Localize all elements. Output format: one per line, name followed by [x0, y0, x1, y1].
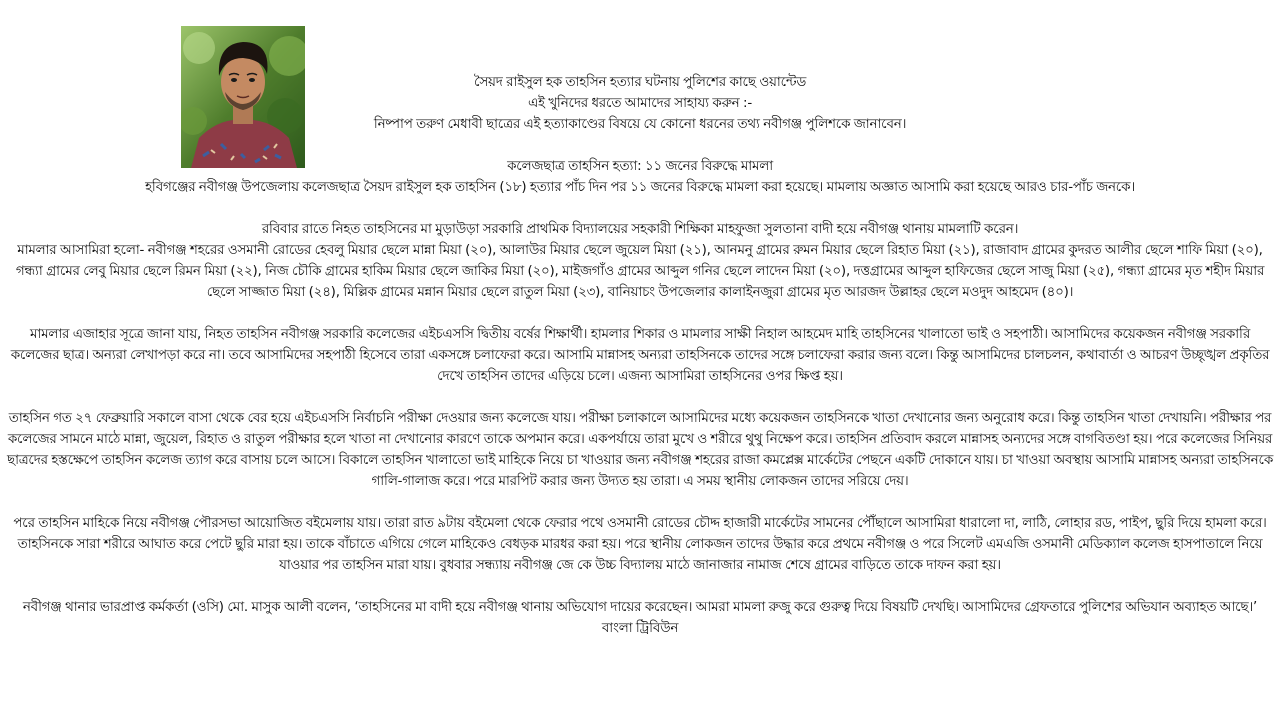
article-intro: হবিগঞ্জের নবীগঞ্জ উপজেলায় কলেজছাত্র সৈয়দ রাইসুল হক তাহসিন (১৮) হত্যার পাঁচ দিন পর ১১ জনের বিরুদ্ধে মামলা করা হয়েছে। মামলায় অজ্ঞাত আসামি করা হয়েছে আরও চার-পাঁচ জনকে। — [145, 180, 1135, 195]
article-paragraph-3: মামলার এজাহার সূত্রে জানা যায়, নিহত তাহসিন নবীগঞ্জ সরকারি কলেজের এইচএসসি দ্বিতীয় বর্ষের শিক্ষার্থী। হামলার শিকার ও মামলার সাক্ষী নিহাল আহমেদ মাহি তাহসিনের খালাতো ভাই ও সহপাঠী। আসামিদের কয়েকজন নবীগঞ্জ সরকারি কলেজের ছাত্র। অন্যরা লেখাপড়া করে না। তবে আসামিদের সহপাঠী হিসেবে তারা একসঙ্গে চলাফেরা করে। আসামি মান্নাসহ অন্যরা তাহসিনকে তাদের সঙ্গে চলাফেরা করার জন্য বলে। কিন্তু আসামিদের চালচলন, কথাবার্তা ও আচরণ উচ্ছৃঙ্খল প্রকৃতির দেখে তাহসিন তাদের এড়িয়ে চলে। এজন্য আসামিরা তাহসিনের ওপর ক্ষিপ্ত হয়। — [10, 327, 1270, 384]
header-line-3: নিষ্পাপ তরুণ মেধাবী ছাত্রের এই হত্যাকাণ্ডের বিষয়ে যে কোনো ধরনের তথ্য নবীগঞ্জ পুলিশকে জানাবেন। — [373, 117, 907, 132]
article-headline: কলেজছাত্র তাহসিন হত্যা: ১১ জনের বিরুদ্ধে মামলা — [507, 159, 773, 174]
header-line-2: এই খুনিদের ধরতে আমাদের সাহায্য করুন :- — [528, 96, 752, 111]
article-paragraph-2: মামলার আসামিরা হলো- নবীগঞ্জ শহরের ওসমানী রোডের হেবলু মিয়ার ছেলে মান্না মিয়া (২০), আলাউর মিয়ার ছেলে জুয়েল মিয়া (২১), আনমনু গ্রামের রুমন মিয়ার ছেলে রিহাত মিয়া (২১), রাজাবাদ গ্রামের কুদরত আলীর ছেলে শাফি মিয়া (২০), গন্ধ্যা গ্রামের লেবু মিয়ার ছেলে রিমন মিয়া (২২), নিজ চৌকি গ্রামের হাকিম মিয়ার ছেলে জাকির মিয়া (২০), মাইজগাঁও গ্রামের আব্দুল গনির ছেলে লাদেন মিয়া (২০), দত্তগ্রামের আব্দুল হাফিজের ছেলে সাজু মিয়া (২৫), গন্ধ্যা গ্রামের মৃত শহীদ মিয়ার ছেলে সাজ্জাত মিয়া (২৪), মিল্লিক গ্রামের মন্নান মিয়ার ছেলে রাতুল মিয়া (২৩), বানিয়াচং উপজেলার কালাইনজুরা গ্রামের মৃত আরজদ উল্লাহর ছেলে মওদুদ আহমেদ (৪০)। — [15, 243, 1265, 300]
article-source: বাংলা ট্রিবিউন — [601, 621, 679, 636]
spacer — [0, 303, 1280, 324]
spacer — [0, 387, 1280, 408]
article-paragraph-1: রবিবার রাতে নিহত তাহসিনের মা মুড়াউড়া সরকারি প্রাথমিক বিদ্যালয়ের সহকারী শিক্ষিকা মাহফুজা সুলতানা বাদী হয়ে নবীগঞ্জ থানায় মামলাটি করেন। — [261, 222, 1019, 237]
spacer — [0, 198, 1280, 219]
spacer — [0, 576, 1280, 597]
article-paragraph-5: পরে তাহসিন মাহিকে নিয়ে নবীগঞ্জ পৌরসভা আয়োজিত বইমেলায় যায়। তারা রাত ৯টায় বইমেলা থেকে ফেরার পথে ওসমানী রোডের চৌদ্দ হাজারী মার্কেটের সামনের পৌঁছালে আসামিরা ধারালো দা, লাঠি, লোহার রড, পাইপ, ছুরি দিয়ে হামলা করে। তাহসিনকে সারা শরীরে আঘাত করে পেটে ছুরি মারা হয়। তাকে বাঁচাতে এগিয়ে গেলে মাহিকেও বেধড়ক মারধর করা হয়। পরে স্থানীয় লোকজন তাদের উদ্ধার করে প্রথমে নবীগঞ্জ ও পরে সিলেট এমএজি ওসমানী মেডিক্যাল কলেজ হাসপাতালে নিয়ে যাওয়ার পর তাহসিন মারা যায়। বুধবার সন্ধ্যায় নবীগঞ্জ জে কে উচ্চ বিদ্যালয় মাঠে জানাজার নামাজ শেষে গ্রামের বাড়িতে তাকে দাফন করা হয়। — [13, 516, 1267, 573]
article-paragraph-6: নবীগঞ্জ থানার ভারপ্রাপ্ত কর্মকর্তা (ওসি) মো. মাসুক আলী বলেন, ‘তাহসিনের মা বাদী হয়ে নবীগঞ্জ থানায় অভিযোগ দায়ের করেছেন। আমরা মামলা রুজু করে গুরুত্ব দিয়ে বিষয়টি দেখছি। আসামিদের গ্রেফতারে পুলিশের অভিযান অব্যাহত আছে।’ — [22, 600, 1258, 615]
spacer — [0, 492, 1280, 513]
article-paragraph-4: তাহসিন গত ২৭ ফেব্রুয়ারি সকালে বাসা থেকে বের হয়ে এইচএসসি নির্বাচনি পরীক্ষা দেওয়ার জন্য কলেজে যায়। পরীক্ষা চলাকালে আসামিদের মধ্যে কয়েকজন তাহসিনকে খাতা দেখানোর জন্য অনুরোধ করে। কিন্তু তাহসিন খাতা দেখায়নি। পরীক্ষার পর কলেজের সামনে মাঠে মান্না, জুয়েল, রিহাত ও রাতুল পরীক্ষার হলে খাতা না দেখানোর কারণে তাকে অপমান করে। একপর্যায়ে তারা মুখে ও শরীরে থুথু নিক্ষেপ করে। তাহসিন প্রতিবাদ করলে মান্নাসহ অন্যদের সঙ্গে বাগবিতণ্ডা হয়। পরে কলেজের সিনিয়র ছাত্রদের হস্তক্ষেপে তাহসিন কলেজ ত্যাগ করে বাসায় চলে আসে। বিকালে তাহসিন খালাতো ভাই মাহিকে নিয়ে চা খাওয়ার জন্য নবীগঞ্জ শহরের রাজা কমপ্লেক্স মার্কেটের পেছনে একটি দোকানে যায়। চা খাওয়া অবস্থায় আসামি মান্নাসহ অন্যরা তাহসিনকে গালি-গালাজ করে। পরে মারপিট করার জন্য উদ্যত হয় তারা। এ সময় স্থানীয় লোকজন তাদের সরিয়ে দেয়। — [6, 411, 1274, 489]
notice-document — [0, 72, 1280, 639]
spacer — [0, 135, 1280, 156]
header-line-1: সৈয়দ রাইসুল হক তাহসিন হত্যার ঘটনায় পুলিশের কাছে ওয়ান্টেড — [474, 75, 806, 90]
